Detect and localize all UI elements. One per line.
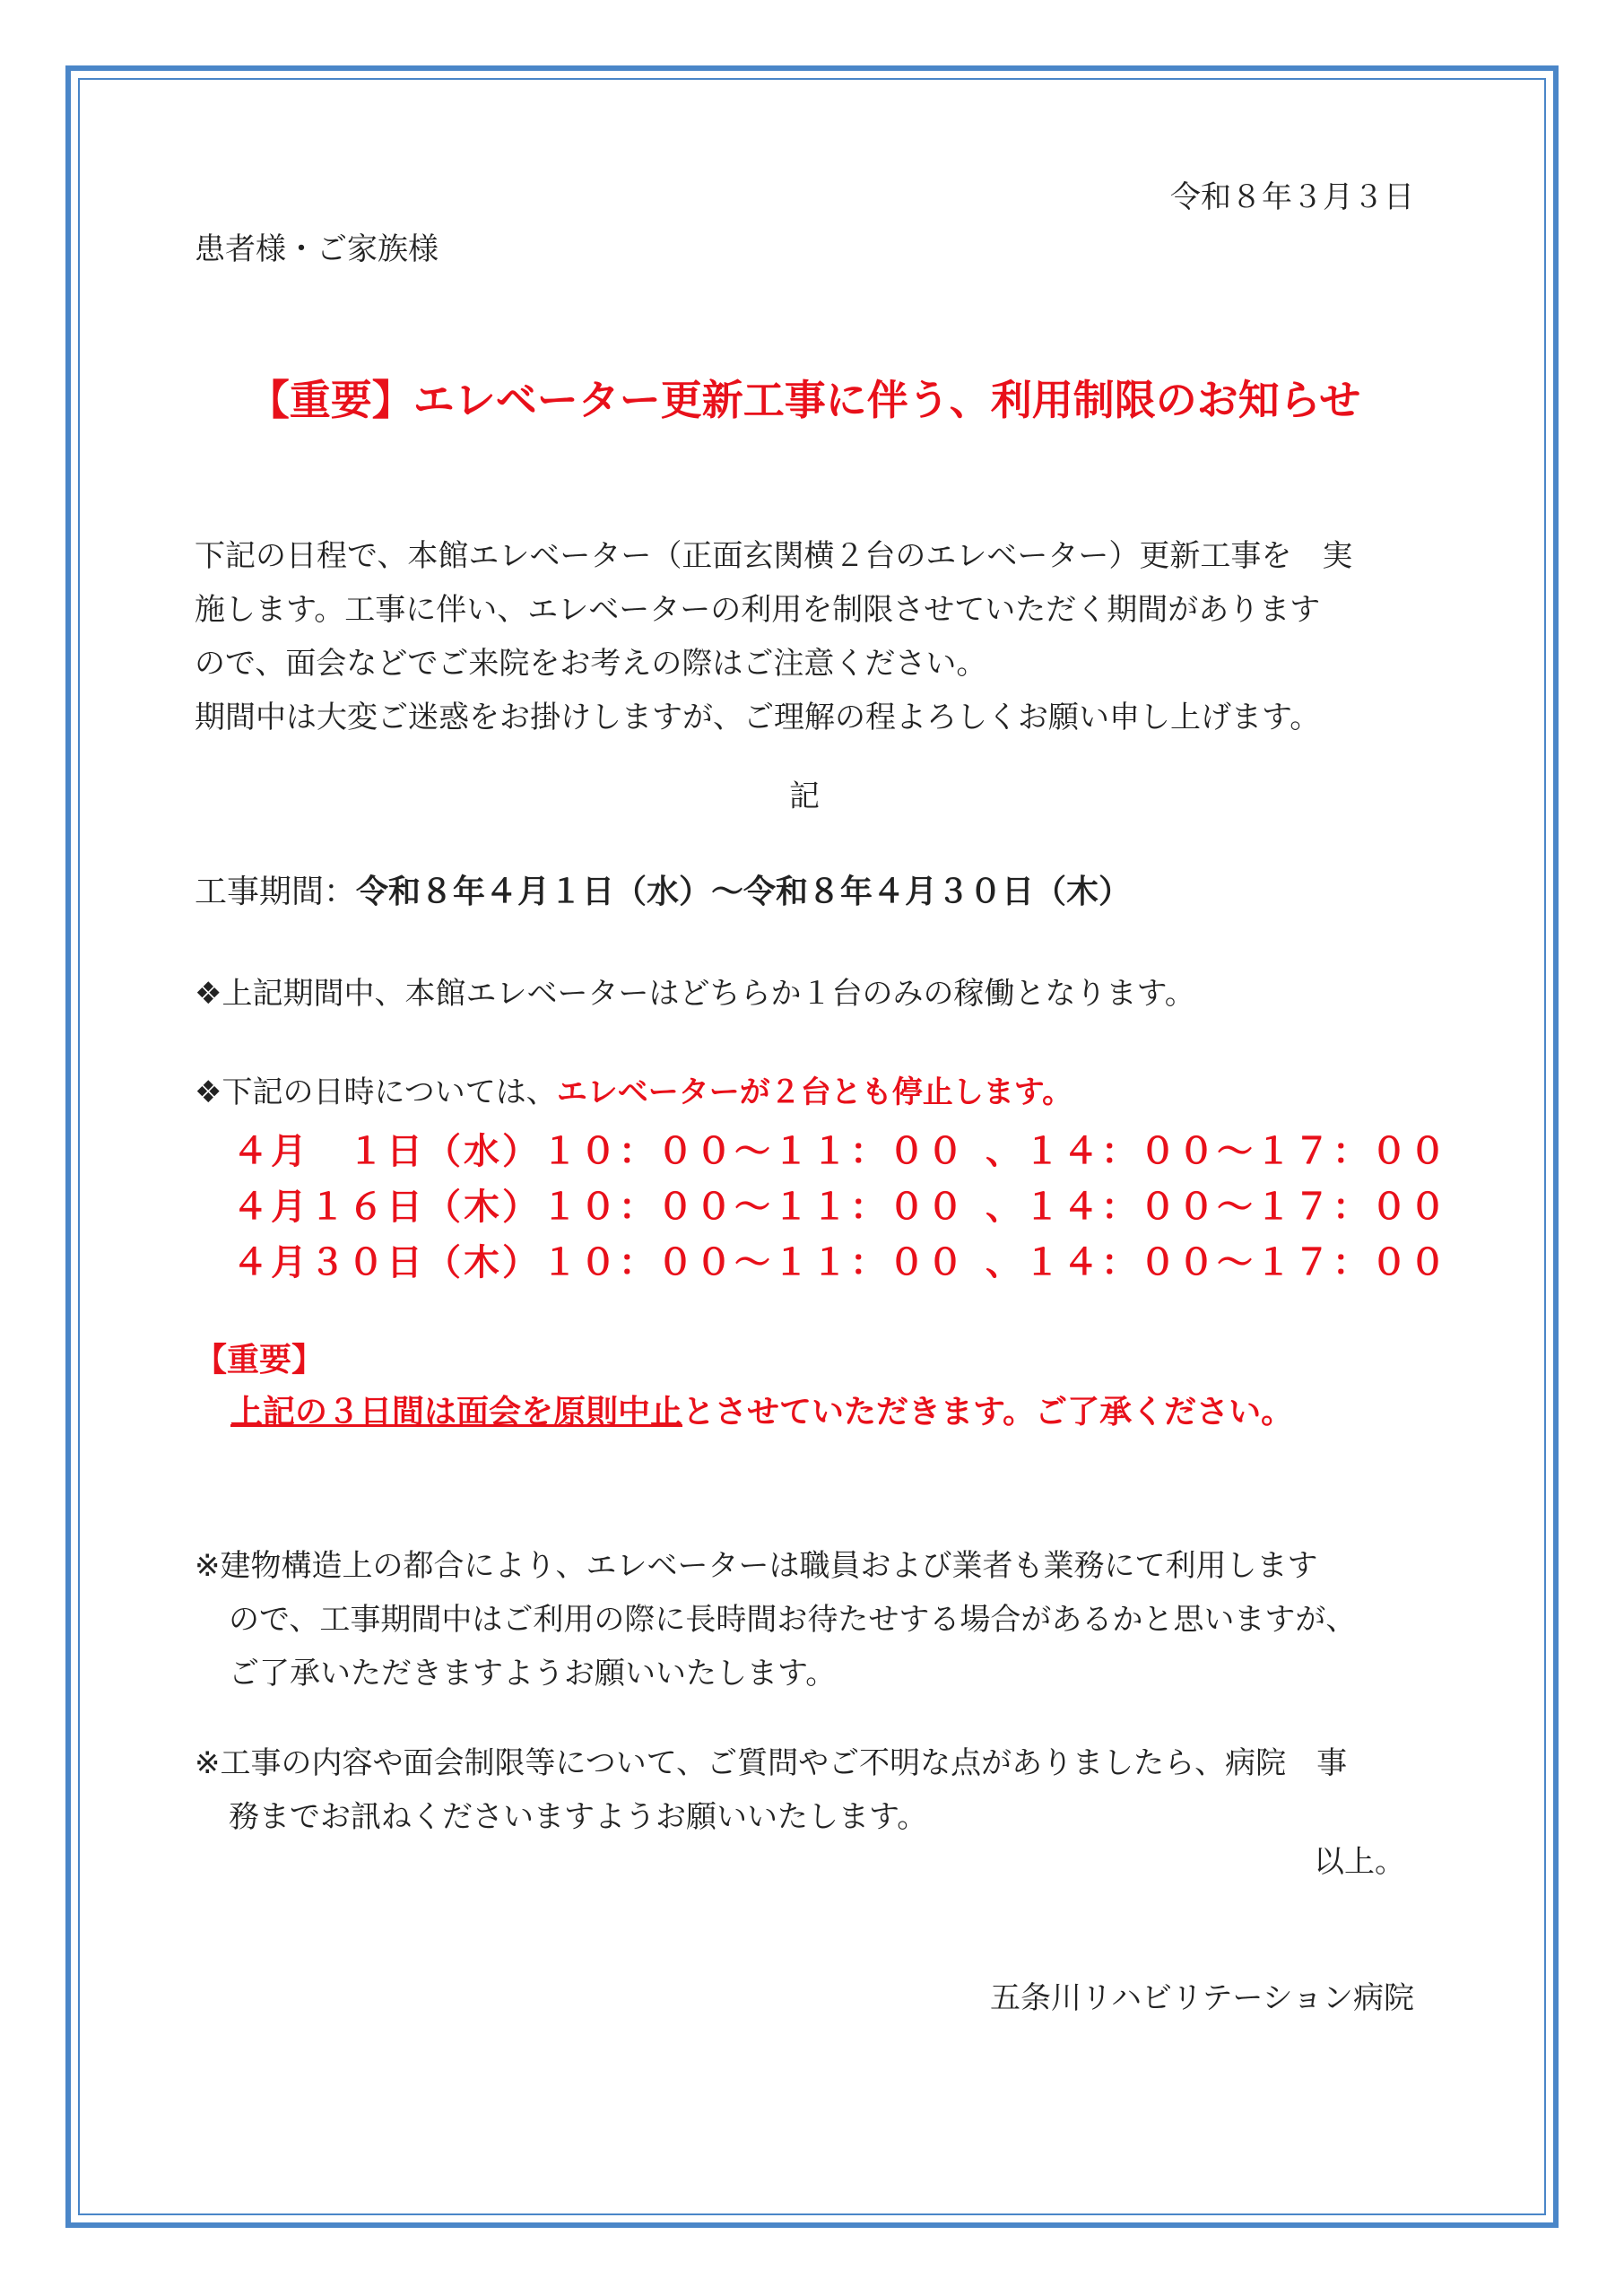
organization-name: 五条川リハビリテーション病院 — [990, 1980, 1414, 2016]
intro-paragraph — [195, 529, 1352, 744]
important-notice — [230, 1395, 1293, 1431]
schedule-time-morning: １０：００～１１：００ — [542, 1187, 966, 1228]
note-line: 務までお訊ねくださいますようお願いいたします。 — [229, 1799, 928, 1835]
intro-line: 期間中は大変ご迷惑をお掛けしますが、ご理解の程よろしくお願い申し上げます。 — [195, 700, 1321, 735]
bullet-full-stop-prefix: ❖下記の日時については、 — [195, 1074, 557, 1110]
schedule-date: ４月３０日（木） — [232, 1242, 541, 1283]
bullet-full-stop-highlight: エレベーターが２台とも停止します。 — [556, 1074, 1073, 1110]
notice-title: 【重要】エレベーター更新工事に伴う、利用制限のお知らせ — [248, 376, 1361, 424]
schedule-date: ４月 １日（水） — [232, 1131, 541, 1172]
issue-date: 令和８年３月３日 — [1170, 179, 1414, 215]
important-underlined: 上記の３日間は面会を原則中止 — [230, 1394, 683, 1431]
addressee: 患者様・ご家族様 — [195, 231, 439, 267]
construction-period — [195, 874, 1131, 910]
schedule-time-morning: １０：００～１１：００ — [542, 1131, 966, 1172]
intro-line: ので、面会などでご来院をお考えの際はご注意ください。 — [195, 646, 987, 682]
note-line: ※工事の内容や面会制限等について、ご質問やご不明な点がありましたら、病院 事 — [195, 1745, 1348, 1781]
ki-heading: 記 — [789, 778, 820, 814]
schedule-time-afternoon: 、１４：００～１７：００ — [986, 1187, 1448, 1228]
period-value: 令和８年４月１日（水）～令和８年４月３０日（木） — [356, 874, 1132, 910]
bullet-full-stop — [195, 1074, 1073, 1110]
note-line: ご了承いただきますようお願いいたします。 — [229, 1656, 837, 1692]
schedule-date: ４月１６日（木） — [232, 1187, 541, 1228]
bullet-single-elevator: ❖上記期間中、本館エレベーターはどちらか１台のみの稼働となります。 — [195, 976, 1195, 1012]
notice-document — [195, 0, 1448, 2296]
note-staff-usage — [195, 1539, 1356, 1700]
note-line: ので、工事期間中はご利用の際に長時間お待たせする場合があるかと思いますが、 — [229, 1602, 1357, 1638]
important-heading: 【重要】 — [195, 1342, 325, 1378]
period-label: 工事期間： — [195, 874, 357, 910]
closing-mark: 以上。 — [1314, 1844, 1405, 1880]
note-line: ※建物構造上の都合により、エレベーターは職員および業者も業務にて利用します — [195, 1548, 1318, 1584]
important-rest: とさせていただきます。ご了承ください。 — [682, 1394, 1294, 1431]
schedule-time-morning: １０：００～１１：００ — [542, 1242, 966, 1283]
schedule-time-afternoon: 、１４：００～１７：００ — [986, 1242, 1448, 1283]
schedule-time-afternoon: 、１４：００～１７：００ — [986, 1131, 1448, 1172]
intro-line: 施します。工事に伴い、エレベーターの利用を制限させていただく期間があります — [195, 592, 1321, 628]
intro-line: 下記の日程で、本館エレベーター（正面玄関横２台のエレベーター）更新工事を 実 — [195, 538, 1353, 574]
note-inquiries — [195, 1736, 1347, 1844]
